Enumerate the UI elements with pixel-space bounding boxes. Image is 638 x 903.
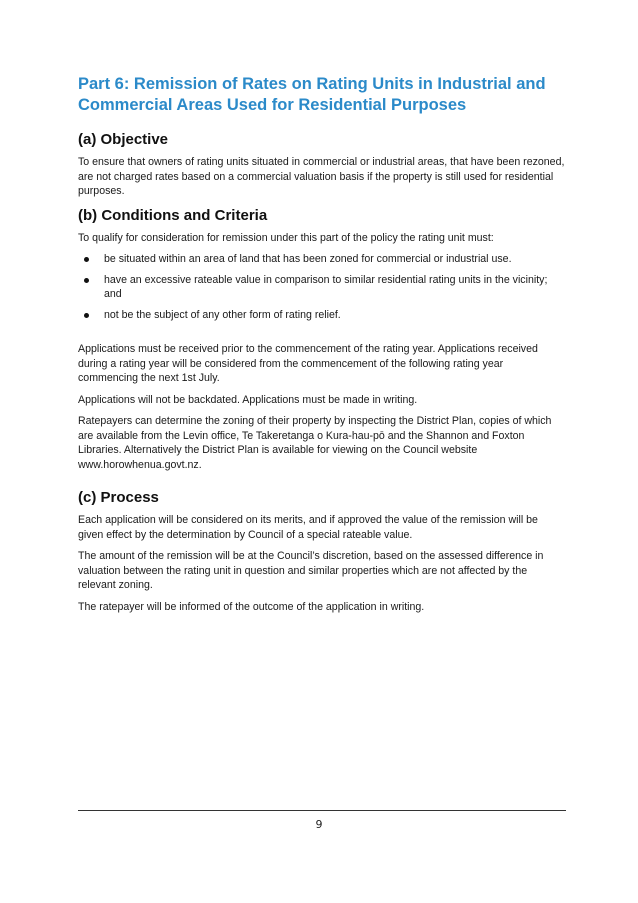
conditions-bullet-list <box>78 252 566 322</box>
list-item <box>78 273 566 302</box>
objective-paragraph: To ensure that owners of rating units situated in commercial or industrial areas, that have been rezoned, are not charged rates based on a commercial valuation basis if the property is still used for residential purposes. <box>78 156 565 197</box>
list-item <box>78 308 566 323</box>
applications-timing-paragraph: Applications must be received prior to the commencement of the rating year. Applications received during a rating year will be considered from the commencement of the following rating year commencing the next 1st July. <box>78 343 538 384</box>
section-process <box>78 488 566 614</box>
conditions-intro: To qualify for consideration for remission under this part of the policy the rating unit must: <box>78 231 494 244</box>
bullet-icon <box>84 313 89 318</box>
part-title: Part 6: Remission of Rates on Rating Units in Industrial and Commercial Areas Used for Residential Purposes <box>78 75 546 114</box>
backdating-paragraph: Applications will not be backdated. Applications must be made in writing. <box>78 393 418 406</box>
bullet-icon <box>84 278 89 283</box>
process-paragraph-discretion: The amount of the remission will be at the Council’s discretion, based on the assessed difference in valuation between the rating unit in question and similar properties which are not affected by the relevant zoning. <box>78 550 544 591</box>
process-paragraph-outcome: The ratepayer will be informed of the outcome of the application in writing. <box>78 600 425 613</box>
process-paragraph-merits: Each application will be considered on its merits, and if approved the value of the remission will be given effect by the determination by Council of a special rateable value. <box>78 514 538 541</box>
bullet-text: have an excessive rateable value in comparison to similar residential rating units in the vicinity; and <box>104 273 548 300</box>
footer-divider <box>78 810 566 811</box>
section-heading-process: (c) Process <box>78 489 159 506</box>
zoning-paragraph: Ratepayers can determine the zoning of their property by inspecting the District Plan, copies of which are available from the Levin office, Te Takeretanga o Kura-hau-pō and the Shannon and Foxton Libraries. Alternatively the District Plan is available for viewing on the Council website www.horowhenua.govt.nz. <box>78 415 552 471</box>
section-heading-objective: (a) Objective <box>78 131 169 148</box>
page-number: 9 <box>315 818 323 831</box>
section-heading-conditions: (b) Conditions and Criteria <box>78 206 268 224</box>
section-conditions <box>78 206 566 473</box>
bullet-text: not be the subject of any other form of rating relief. <box>104 308 341 321</box>
section-objective <box>78 130 566 199</box>
bullet-icon <box>84 257 89 262</box>
document-body <box>78 74 566 621</box>
list-item <box>78 252 566 267</box>
bullet-text: be situated within an area of land that has been zoned for commercial or industrial use. <box>104 253 512 265</box>
